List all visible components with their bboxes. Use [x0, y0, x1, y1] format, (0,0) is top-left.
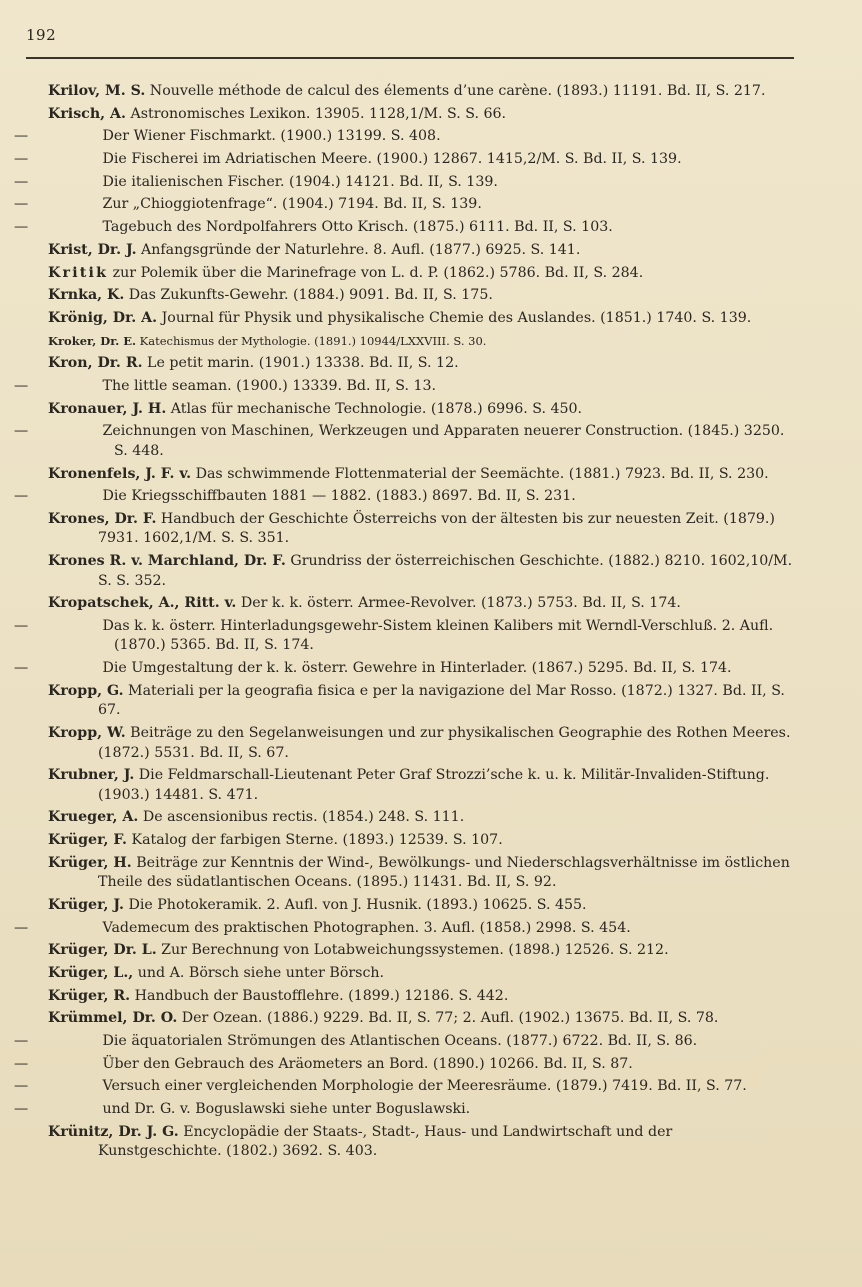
entry-author: Krüger, Dr. L. [48, 942, 157, 959]
catalog-entry [48, 987, 796, 1007]
catalog-entry [48, 808, 796, 828]
ditto-dash: — [14, 173, 29, 190]
entry-text: Versuch einer vergleichenden Morphologie der Meeresräume. (1879.) 7419. Bd. II, S. 77. [98, 1078, 747, 1095]
entry-text: Le petit marin. (1901.) 13338. Bd. II, S. 12. [142, 355, 459, 372]
catalog-entry [14, 173, 796, 193]
entry-text: und A. Börsch siehe unter Börsch. [133, 965, 385, 981]
catalog-entry [48, 594, 796, 614]
entry-author: Kropp, W. [48, 725, 126, 741]
catalog-entry [14, 127, 796, 147]
catalog-entry [14, 659, 796, 679]
catalog-entry [48, 1009, 796, 1029]
catalog-entry [48, 941, 796, 961]
ditto-dash: — [14, 1033, 29, 1050]
entry-author: Krüger, H. [48, 854, 132, 871]
entry-list [14, 82, 796, 1165]
ditto-dash: — [14, 488, 29, 505]
catalog-entry [48, 552, 796, 591]
ditto-dash: — [14, 617, 29, 634]
entry-text: Grundriss der österreichischen Geschichte. (1882.) 8210. 1602,10/M. S. S. 352. [98, 553, 793, 589]
entry-text: Katechismus der Mythologie. (1891.) 10944/LXXVIII. S. 30. [136, 333, 487, 348]
entry-text: Zur „Chioggiotenfrage“. (1904.) 7194. Bd. II, S. 139. [98, 196, 482, 213]
entry-text: und Dr. G. v. Boguslawski siehe unter Boguslawski. [98, 1101, 471, 1118]
entry-author: Krubner, J. [48, 767, 135, 784]
entry-text: zur Polemik über die Marinefrage von L. d. P. (1862.) 5786. Bd. II, S. 284. [108, 264, 644, 281]
header-rule [26, 57, 794, 59]
entry-text: Tagebuch des Nordpolfahrers Otto Krisch. (1875.) 6111. Bd. II, S. 103. [98, 219, 613, 236]
entry-text: Der Ozean. (1886.) 9229. Bd. II, S. 77; 2. Aufl. (1902.) 13675. Bd. II, S. 78. [177, 1010, 719, 1027]
entry-text: Journal für Physik und physikalische Chemie des Auslandes. (1851.) 1740. S. 139. [157, 309, 752, 326]
catalog-entry [48, 964, 796, 984]
entry-text: Zeichnungen von Maschinen, Werkzeugen und Apparaten neuerer Construction. (1845.) 3250. S. 448. [98, 423, 785, 459]
catalog-entry [48, 766, 796, 805]
entry-text: Die italienischen Fischer. (1904.) 14121. Bd. II, S. 139. [98, 173, 498, 190]
entry-text: Zur Berechnung von Lotabweichungssystemen. (1898.) 12526. S. 212. [156, 942, 669, 959]
catalog-entry [48, 465, 796, 485]
ditto-dash: — [14, 151, 29, 168]
entry-text: Der Wiener Fischmarkt. (1900.) 13199. S. 408. [98, 128, 441, 145]
entry-author: Krüger, J. [48, 896, 124, 913]
entry-author: Krueger, A. [48, 809, 139, 826]
entry-author: Kronenfels, J. F. v. [48, 465, 192, 482]
ditto-dash: — [14, 1101, 29, 1118]
entry-text: Beiträge zur Kenntnis der Wind-, Bewölkungs- und Niederschlagsverhältnisse im östlichen Theile des südatlantischen Oceans. (1895.) 11431. Bd. II, S. 92. [98, 854, 790, 891]
entry-text: Encyclopädie der Staats-, Stadt-, Haus- und Landwirtschaft und der Kunstgeschichte. (1802.) 3692. S. 403. [98, 1123, 673, 1160]
entry-author: Krüger, F. [48, 832, 127, 849]
catalog-entry [48, 264, 796, 284]
ditto-dash: — [14, 919, 29, 936]
entry-text: Das k. k. österr. Hinterladungsgewehr-Sistem kleinen Kalibers mit Werndl-Verschluß. 2. Aufl. (1870.) 5365. Bd. II, S. 174. [98, 617, 774, 654]
entry-text: Katalog der farbigen Sterne. (1893.) 12539. S. 107. [126, 832, 503, 849]
catalog-entry [14, 218, 796, 238]
entry-author: Krüger, L., [48, 965, 134, 981]
entry-text: Handbuch der Geschichte Österreichs von der ältesten bis zur neuesten Zeit. (1879.) 7931. 1602,1/M. S. S. 351. [98, 510, 775, 547]
ditto-dash: — [14, 128, 29, 145]
ditto-dash: — [14, 219, 29, 236]
entry-text: Die Feldmarschall-Lieutenant Peter Graf Strozzi’sche k. u. k. Militär-Invaliden-Stiftung. (1903.) 14481. S. 471. [98, 767, 770, 803]
catalog-entry [48, 854, 796, 893]
entry-text: Das schwimmende Flottenmaterial der Seemächte. (1881.) 7923. Bd. II, S. 230. [191, 465, 769, 482]
entry-text: Materiali per la geografia fisica e per la navigazione del Mar Rosso. (1872.) 1327. Bd. II, S. 67. [98, 682, 785, 719]
catalog-entry [14, 1100, 796, 1120]
entry-text: Anfangsgründe der Naturlehre. 8. Aufl. (1877.) 6925. S. 141. [136, 241, 581, 258]
entry-author: Krist, Dr. J. [48, 241, 137, 258]
catalog-entry [48, 896, 796, 916]
catalog-entry [14, 487, 796, 507]
catalog-entry [48, 1123, 796, 1162]
ditto-dash: — [14, 196, 29, 213]
catalog-entry [14, 377, 796, 397]
catalog-entry [14, 195, 796, 215]
ditto-dash: — [14, 1078, 29, 1095]
catalog-entry [14, 919, 796, 939]
entry-text: Die Kriegsschiffbauten 1881 — 1882. (1883.) 8697. Bd. II, S. 231. [98, 488, 576, 505]
entry-text: Die Umgestaltung der k. k. österr. Gewehre in Hinterlader. (1867.) 5295. Bd. II, S. 174. [98, 660, 732, 677]
entry-author: Krisch, A. [48, 105, 126, 122]
entry-text: Beiträge zu den Segelanweisungen und zur physikalischen Geographie des Rothen Meeres. (1872.) 5531. Bd. II, S. 67. [98, 725, 791, 761]
catalog-entry [48, 510, 796, 549]
catalog-entry [48, 682, 796, 721]
entry-text: Astronomisches Lexikon. 13905. 1128,1/M. S. S. 66. [125, 105, 507, 122]
entry-text: Nouvelle méthode de calcul des élements d’une carène. (1893.) 11191. Bd. II, S. 217. [145, 83, 766, 99]
entry-text: Der k. k. österr. Armee-Revolver. (1873.) 5753. Bd. II, S. 174. [236, 595, 681, 612]
entry-author: Kropp, G. [48, 682, 124, 699]
ditto-dash: — [14, 660, 29, 677]
entry-author: Krönig, Dr. A. [48, 309, 158, 326]
entry-author: Krümmel, Dr. O. [48, 1010, 178, 1027]
entry-text: Handbuch der Baustofflehre. (1899.) 12186. S. 442. [130, 987, 509, 1004]
entry-text: Atlas für mechanische Technologie. (1878.) 6996. S. 450. [166, 400, 583, 417]
entry-text: The little seaman. (1900.) 13339. Bd. II, S. 13. [98, 377, 437, 394]
entry-text: Über den Gebrauch des Aräometers an Bord. (1890.) 10266. Bd. II, S. 87. [98, 1055, 633, 1072]
catalog-entry [14, 422, 796, 461]
entry-author: Kritik [48, 264, 109, 281]
entry-author: Krüger, R. [48, 987, 131, 1004]
page-number: 192 [26, 26, 57, 44]
catalog-entry [48, 354, 796, 374]
catalog-entry [48, 831, 796, 851]
catalog-entry [14, 1055, 796, 1075]
entry-author: Kropatschek, A., Ritt. v. [48, 595, 237, 612]
entry-text: Vademecum des praktischen Photographen. 3. Aufl. (1858.) 2998. S. 454. [98, 919, 631, 936]
entry-author: Kronauer, J. H. [48, 400, 167, 417]
catalog-entry [48, 309, 796, 329]
ditto-dash: — [14, 423, 29, 440]
entry-text: Das Zukunfts-Gewehr. (1884.) 9091. Bd. II, S. 175. [124, 287, 493, 304]
entry-text: Die äquatorialen Strömungen des Atlantischen Oceans. (1877.) 6722. Bd. II, S. 86. [98, 1033, 698, 1050]
ditto-dash: — [14, 1055, 29, 1072]
entry-author: Krones, Dr. F. [48, 510, 157, 527]
entry-author: Kron, Dr. R. [48, 355, 143, 372]
catalog-entry [14, 150, 796, 170]
ditto-dash: — [14, 377, 29, 394]
catalog-entry [48, 332, 796, 352]
catalog-entry [14, 1032, 796, 1052]
entry-author: Kroker, Dr. E. [48, 333, 136, 348]
entry-author: Krones R. v. Marchland, Dr. F. [48, 553, 286, 570]
entry-author: Krünitz, Dr. J. G. [48, 1123, 179, 1140]
catalog-entry [14, 1077, 796, 1097]
catalog-entry [48, 724, 796, 763]
entry-author: Krilov, M. S. [48, 83, 146, 99]
catalog-entry [48, 286, 796, 306]
catalog-entry [48, 400, 796, 420]
catalog-entry [14, 617, 796, 656]
entry-text: De ascensionibus rectis. (1854.) 248. S. 111. [138, 809, 465, 826]
catalog-entry [48, 241, 796, 261]
catalog-entry [48, 105, 796, 125]
entry-text: Die Photokeramik. 2. Aufl. von J. Husnik. (1893.) 10625. S. 455. [123, 896, 587, 913]
entry-text: Die Fischerei im Adriatischen Meere. (1900.) 12867. 1415,2/M. S. Bd. II, S. 139. [98, 151, 682, 168]
catalog-entry [48, 82, 796, 102]
entry-author: Krnka, K. [48, 287, 125, 304]
